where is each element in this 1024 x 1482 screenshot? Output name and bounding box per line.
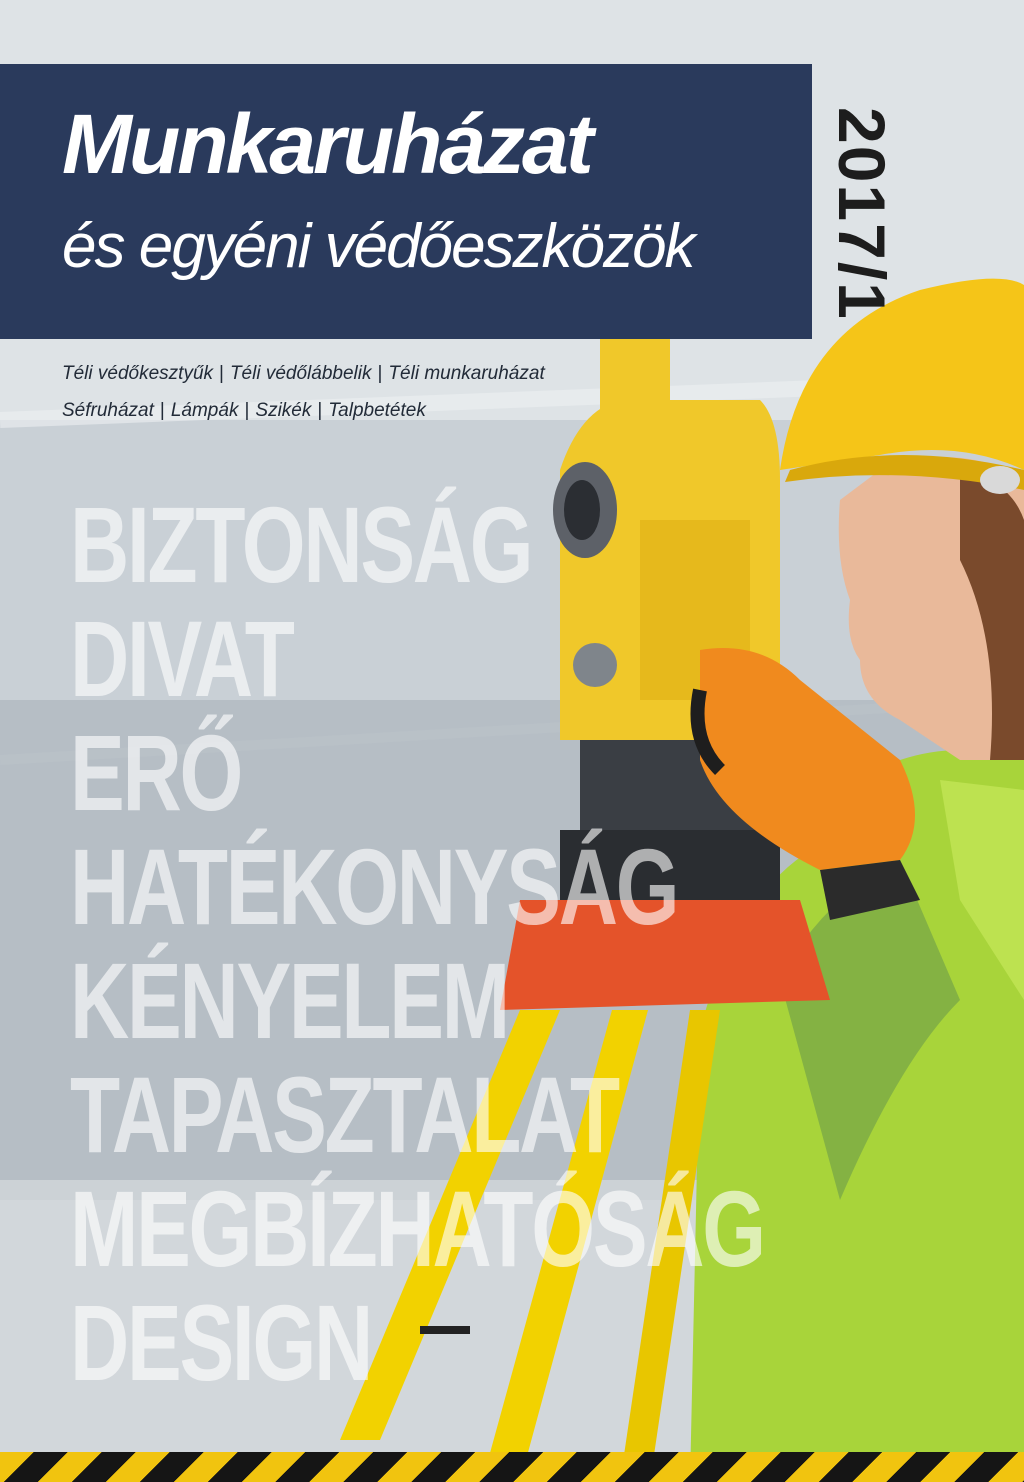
topic-item: Séfruházat xyxy=(62,400,154,421)
slogan-word: TAPASZTALAT xyxy=(70,1054,618,1175)
topic-separator: | xyxy=(317,400,323,421)
topic-item: Téli védőlábbelik xyxy=(229,363,372,384)
slogan-word: ERŐ xyxy=(70,712,242,833)
slogan-word: DIVAT xyxy=(70,598,293,719)
slogan-word: KÉNYELEM xyxy=(70,940,508,1061)
topic-item: Talpbetétek xyxy=(328,400,426,421)
topics-line-2 xyxy=(62,400,426,422)
topic-separator: | xyxy=(219,363,224,384)
cover-title: Munkaruházat xyxy=(62,97,591,191)
topics-line-1 xyxy=(62,363,545,385)
slogan-list xyxy=(70,484,983,1403)
slogan-word: DESIGN xyxy=(70,1282,372,1403)
topic-separator: | xyxy=(244,400,250,421)
cover-subtitle: és egyéni védőeszközök xyxy=(62,212,694,281)
topic-item: Téli munkaruházat xyxy=(388,363,545,384)
topic-item: Téli védőkesztyűk xyxy=(62,363,214,384)
topic-item: Lámpák xyxy=(170,400,239,421)
topic-separator: | xyxy=(159,400,165,421)
slogan-word: BIZTONSÁG xyxy=(70,484,532,605)
edition-label: 2017/1 xyxy=(825,107,899,321)
slogan-word: MEGBÍZHATÓSÁG xyxy=(70,1168,764,1289)
hazard-stripe xyxy=(0,1452,1024,1482)
slogan-word: HATÉKONYSÁG xyxy=(70,826,678,947)
topic-separator: | xyxy=(377,363,383,384)
topic-item: Szikék xyxy=(255,400,312,421)
